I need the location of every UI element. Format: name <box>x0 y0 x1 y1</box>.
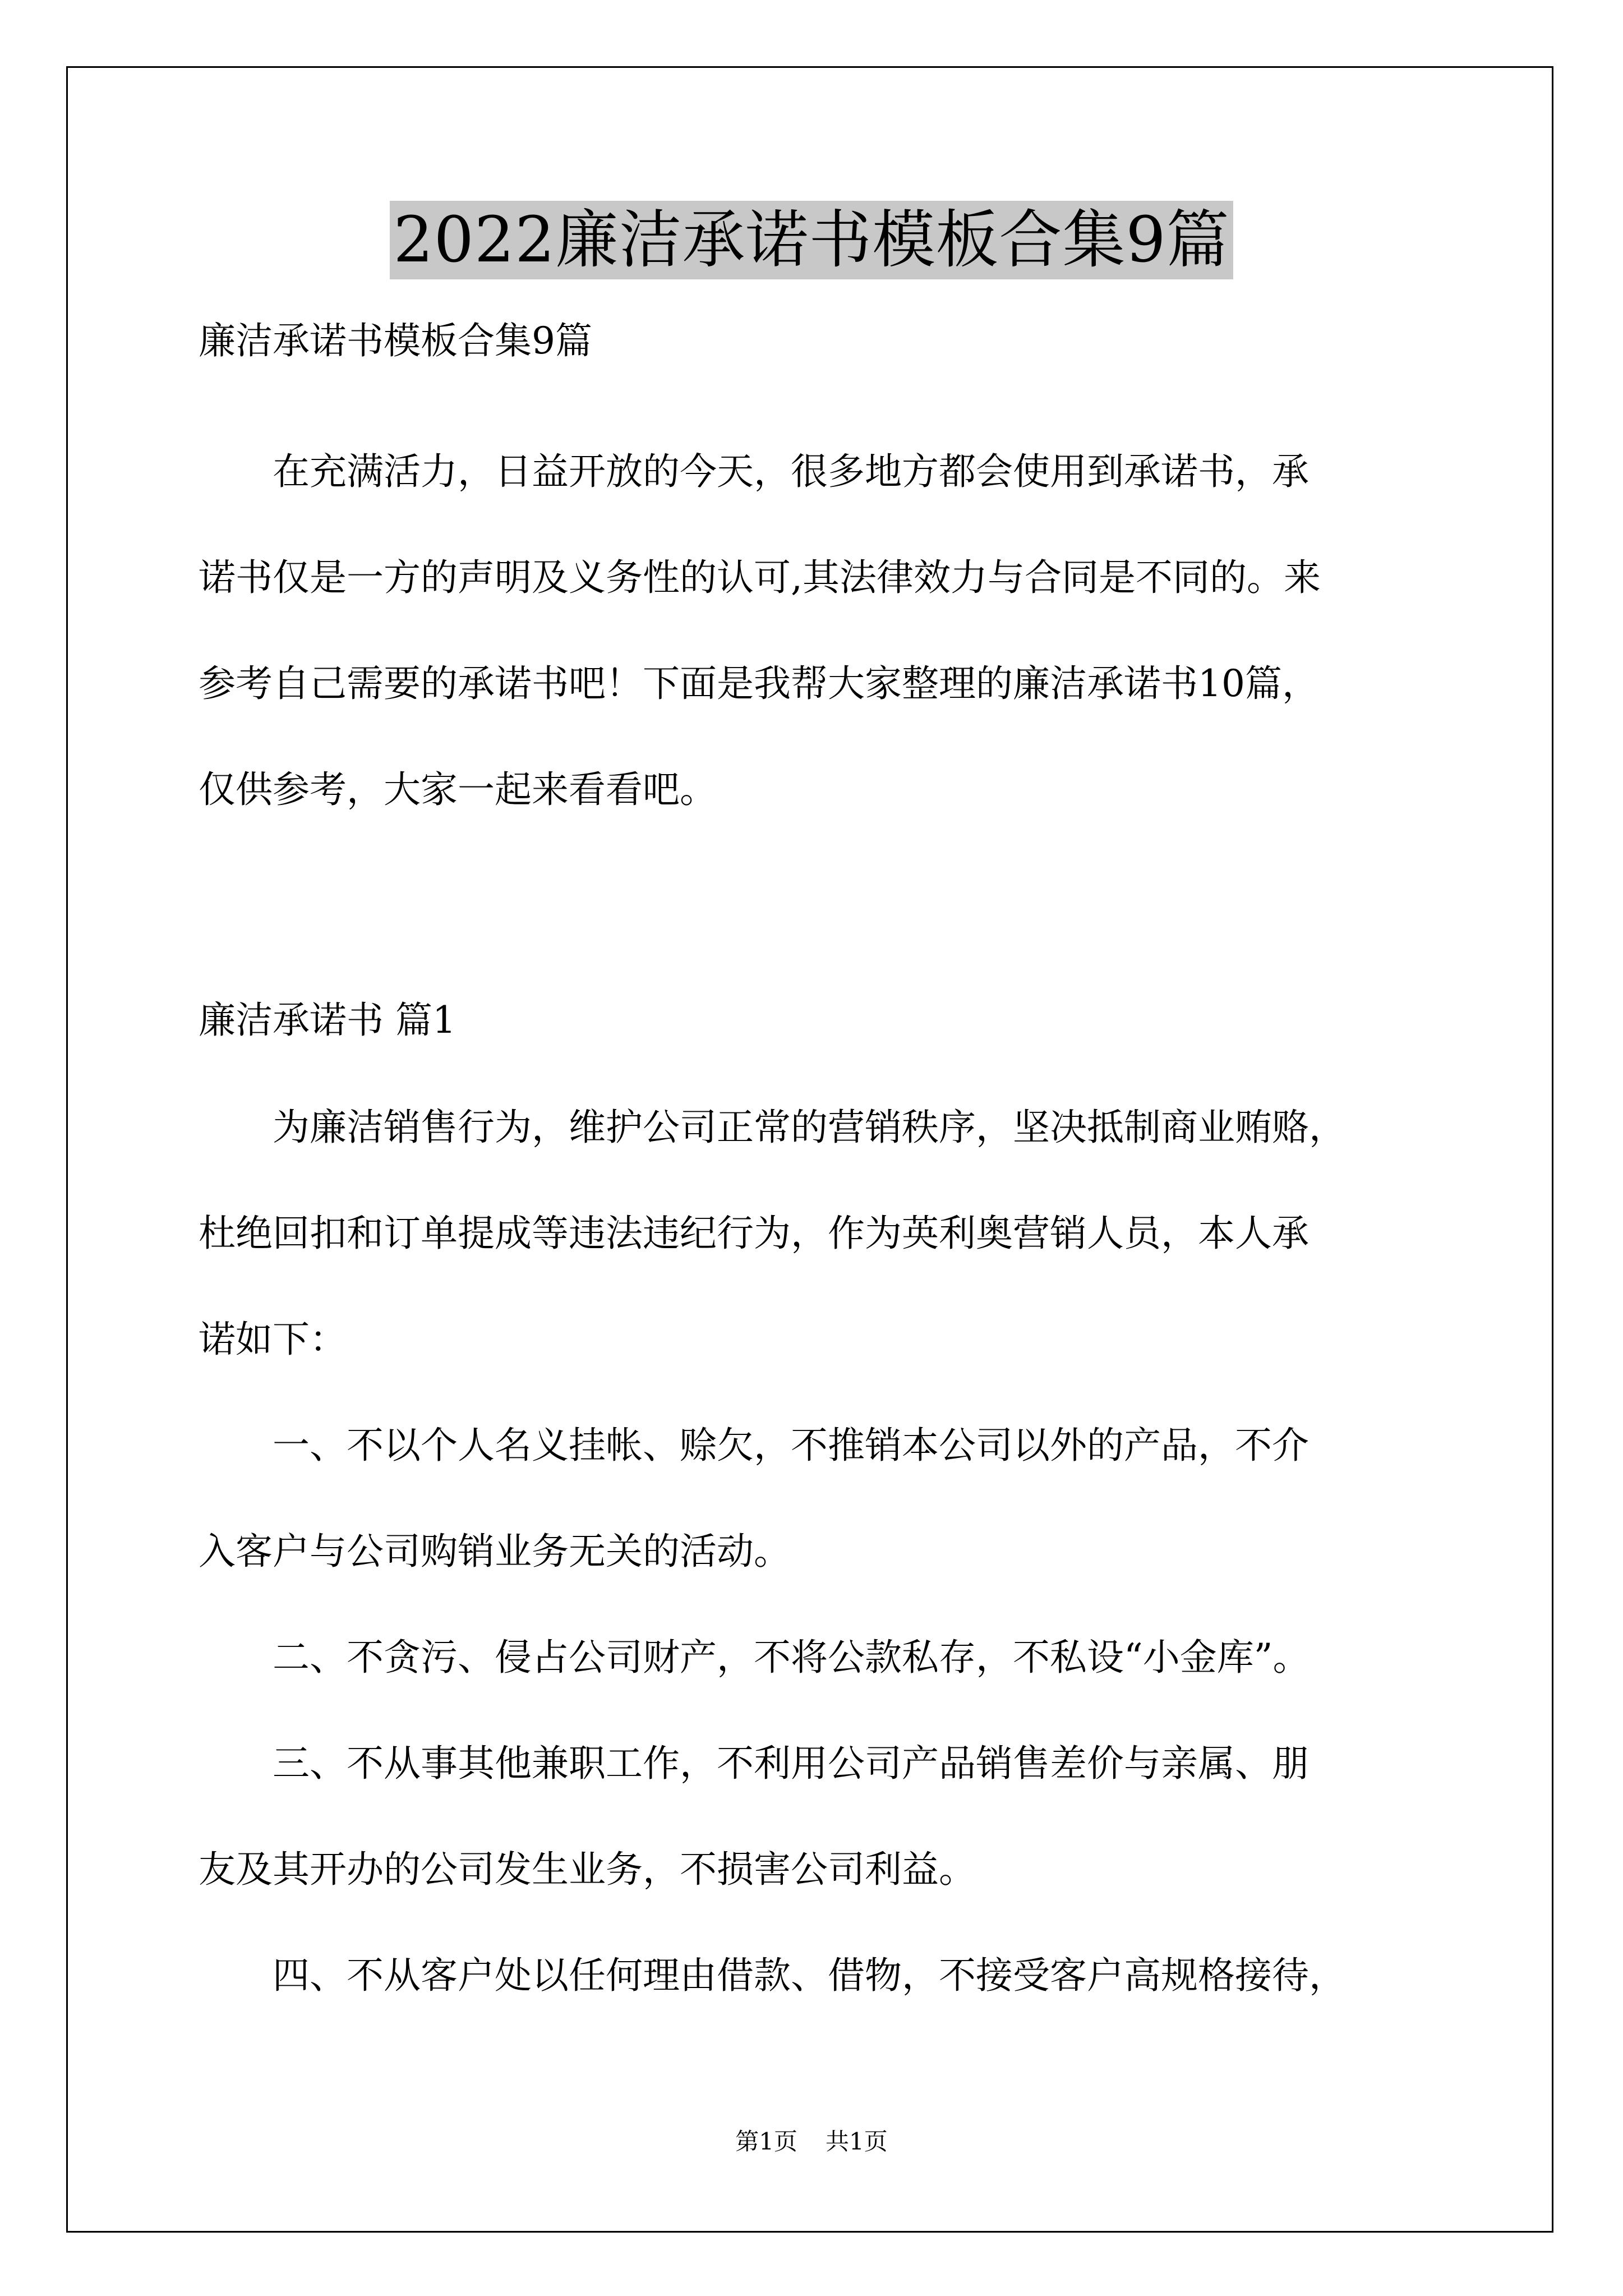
paragraph-line: 入客户与公司购销业务无关的活动。 <box>199 1530 791 1573</box>
paragraph-line: 友及其开办的公司发生业务，不损害公司利益。 <box>199 1848 976 1891</box>
paragraph-line: 诺如下： <box>199 1318 347 1361</box>
paragraph-line: 二、不贪污、侵占公司财产，不将公款私存，不私设“小金库”。 <box>199 1636 1310 1679</box>
paragraph-line: 一、不以个人名义挂帐、赊欠，不推销本公司以外的产品，不介 <box>199 1424 1309 1467</box>
paragraph-line: 仅供参考，大家一起来看看吧。 <box>199 768 717 811</box>
paragraph-line: 杜绝回扣和订单提成等违法违纪行为，作为英利奥营销人员，本人承 <box>199 1212 1309 1255</box>
paragraph-line: 在充满活力，日益开放的今天，很多地方都会使用到承诺书，承 <box>199 450 1309 493</box>
page-footer <box>0 2126 1623 2157</box>
page-total: 共1页 <box>826 2128 888 2155</box>
paragraph-line: 为廉洁销售行为，维护公司正常的营销秩序，坚决抵制商业贿赂， <box>199 1106 1346 1149</box>
paragraph-line: 诺书仅是一方的声明及义务性的认可,其法律效力与合同是不同的。来 <box>199 556 1321 599</box>
paragraph-line: 四、不从客户处以任何理由借款、借物，不接受客户高规格接待， <box>199 1954 1346 1997</box>
section-heading: 廉洁承诺书 篇1 <box>199 999 456 1042</box>
page-number: 第1页 <box>735 2128 797 2155</box>
document-title: 2022廉洁承诺书模板合集9篇 <box>390 201 1233 279</box>
paragraph-line: 参考自己需要的承诺书吧！下面是我帮大家整理的廉洁承诺书10篇， <box>199 662 1319 705</box>
paragraph-line: 三、不从事其他兼职工作，不利用公司产品销售差价与亲属、朋 <box>199 1742 1309 1785</box>
title-container <box>0 201 1623 279</box>
subtitle-line: 廉洁承诺书模板合集9篇 <box>199 319 592 362</box>
